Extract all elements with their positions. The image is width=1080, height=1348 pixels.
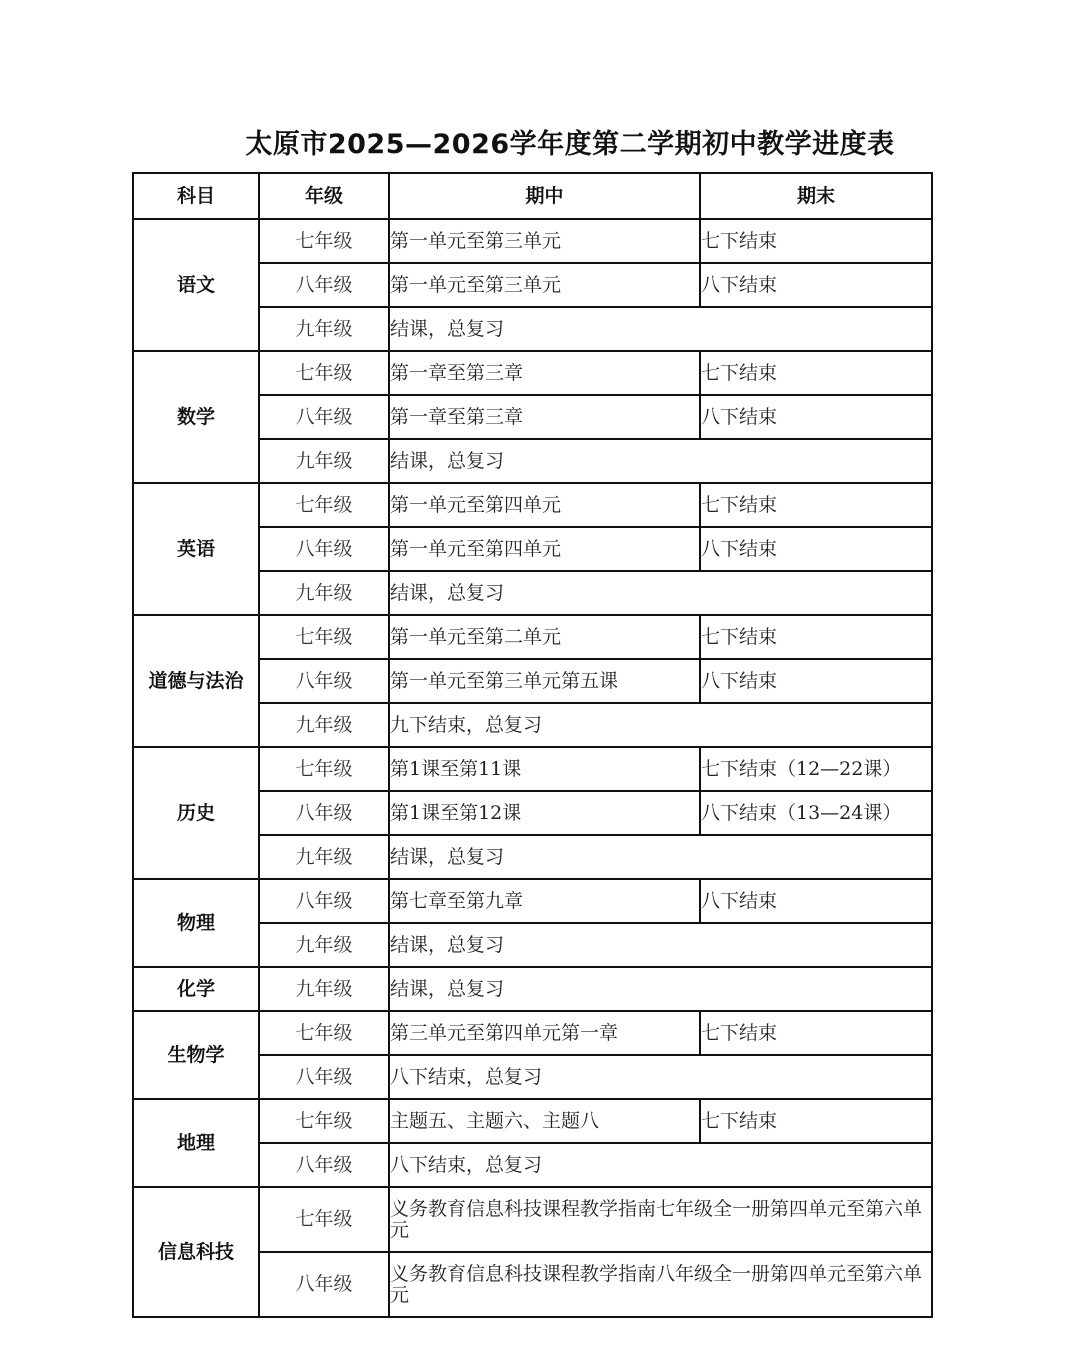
subject-cell: 化学 (133, 967, 259, 1011)
subject-cell: 生物学 (133, 1011, 259, 1099)
subject-cell: 历史 (133, 747, 259, 879)
midterm-cell: 第三单元至第四单元第一章 (389, 1011, 700, 1055)
final-cell: 七下结束 (700, 1011, 932, 1055)
midterm-cell: 第一单元至第三单元 (389, 263, 700, 307)
grade-cell: 八年级 (259, 263, 389, 307)
grade-cell: 九年级 (259, 923, 389, 967)
final-cell: 七下结束 (700, 615, 932, 659)
grade-cell: 七年级 (259, 615, 389, 659)
table-row (133, 1011, 932, 1055)
grade-cell: 八年级 (259, 1252, 389, 1317)
subject-cell: 道德与法治 (133, 615, 259, 747)
grade-cell: 七年级 (259, 351, 389, 395)
grade-cell: 七年级 (259, 483, 389, 527)
grade-cell: 八年级 (259, 659, 389, 703)
header-midterm: 期中 (389, 173, 700, 219)
grade-cell: 九年级 (259, 307, 389, 351)
table-row (133, 219, 932, 263)
midterm-cell: 第一单元至第四单元 (389, 483, 700, 527)
midterm-cell: 第一单元至第二单元 (389, 615, 700, 659)
grade-cell: 八年级 (259, 791, 389, 835)
final-cell: 七下结束 (700, 483, 932, 527)
midterm-cell: 第一单元至第三单元第五课 (389, 659, 700, 703)
final-cell: 八下结束 (700, 659, 932, 703)
table-row (133, 1187, 932, 1252)
grade-cell: 七年级 (259, 219, 389, 263)
subject-cell: 数学 (133, 351, 259, 483)
table-row (133, 615, 932, 659)
combined-cell: 义务教育信息科技课程教学指南八年级全一册第四单元至第六单元 (389, 1252, 932, 1317)
header-grade: 年级 (259, 173, 389, 219)
grade-cell: 七年级 (259, 747, 389, 791)
midterm-cell: 第七章至第九章 (389, 879, 700, 923)
combined-cell: 结课，总复习 (389, 307, 932, 351)
combined-cell: 结课，总复习 (389, 835, 932, 879)
combined-cell: 结课，总复习 (389, 571, 932, 615)
grade-cell: 九年级 (259, 703, 389, 747)
header-row (133, 173, 932, 219)
final-cell: 七下结束（12—22课） (700, 747, 932, 791)
final-cell: 八下结束 (700, 879, 932, 923)
subject-cell: 信息科技 (133, 1187, 259, 1317)
grade-cell: 八年级 (259, 395, 389, 439)
subject-cell: 语文 (133, 219, 259, 351)
table-row (133, 1099, 932, 1143)
table-row (133, 747, 932, 791)
combined-cell: 结课，总复习 (389, 923, 932, 967)
grade-cell: 七年级 (259, 1187, 389, 1252)
midterm-cell: 第一单元至第三单元 (389, 219, 700, 263)
schedule-table (132, 172, 933, 1318)
midterm-cell: 第一章至第三章 (389, 351, 700, 395)
combined-cell: 结课，总复习 (389, 967, 932, 1011)
grade-cell: 七年级 (259, 1099, 389, 1143)
combined-cell: 八下结束，总复习 (389, 1143, 932, 1187)
table-row (133, 351, 932, 395)
final-cell: 八下结束（13—24课） (700, 791, 932, 835)
midterm-cell: 第一章至第三章 (389, 395, 700, 439)
grade-cell: 九年级 (259, 967, 389, 1011)
grade-cell: 八年级 (259, 1055, 389, 1099)
table-row (133, 879, 932, 923)
grade-cell: 八年级 (259, 879, 389, 923)
grade-cell: 八年级 (259, 527, 389, 571)
combined-cell: 义务教育信息科技课程教学指南七年级全一册第四单元至第六单元 (389, 1187, 932, 1252)
final-cell: 八下结束 (700, 527, 932, 571)
midterm-cell: 第1课至第11课 (389, 747, 700, 791)
midterm-cell: 主题五、主题六、主题八 (389, 1099, 700, 1143)
header-final: 期末 (700, 173, 932, 219)
midterm-cell: 第1课至第12课 (389, 791, 700, 835)
final-cell: 八下结束 (700, 263, 932, 307)
final-cell: 七下结束 (700, 219, 932, 263)
combined-cell: 八下结束，总复习 (389, 1055, 932, 1099)
grade-cell: 八年级 (259, 1143, 389, 1187)
grade-cell: 九年级 (259, 835, 389, 879)
combined-cell: 九下结束，总复习 (389, 703, 932, 747)
subject-cell: 地理 (133, 1099, 259, 1187)
table-row (133, 967, 932, 1011)
header-subject: 科目 (133, 173, 259, 219)
final-cell: 七下结束 (700, 1099, 932, 1143)
grade-cell: 九年级 (259, 439, 389, 483)
subject-cell: 物理 (133, 879, 259, 967)
table-row (133, 483, 932, 527)
subject-cell: 英语 (133, 483, 259, 615)
grade-cell: 九年级 (259, 571, 389, 615)
grade-cell: 七年级 (259, 1011, 389, 1055)
midterm-cell: 第一单元至第四单元 (389, 527, 700, 571)
final-cell: 八下结束 (700, 395, 932, 439)
combined-cell: 结课，总复习 (389, 439, 932, 483)
page-title: 太原市2025—2026学年度第二学期初中教学进度表 (245, 129, 895, 160)
final-cell: 七下结束 (700, 351, 932, 395)
